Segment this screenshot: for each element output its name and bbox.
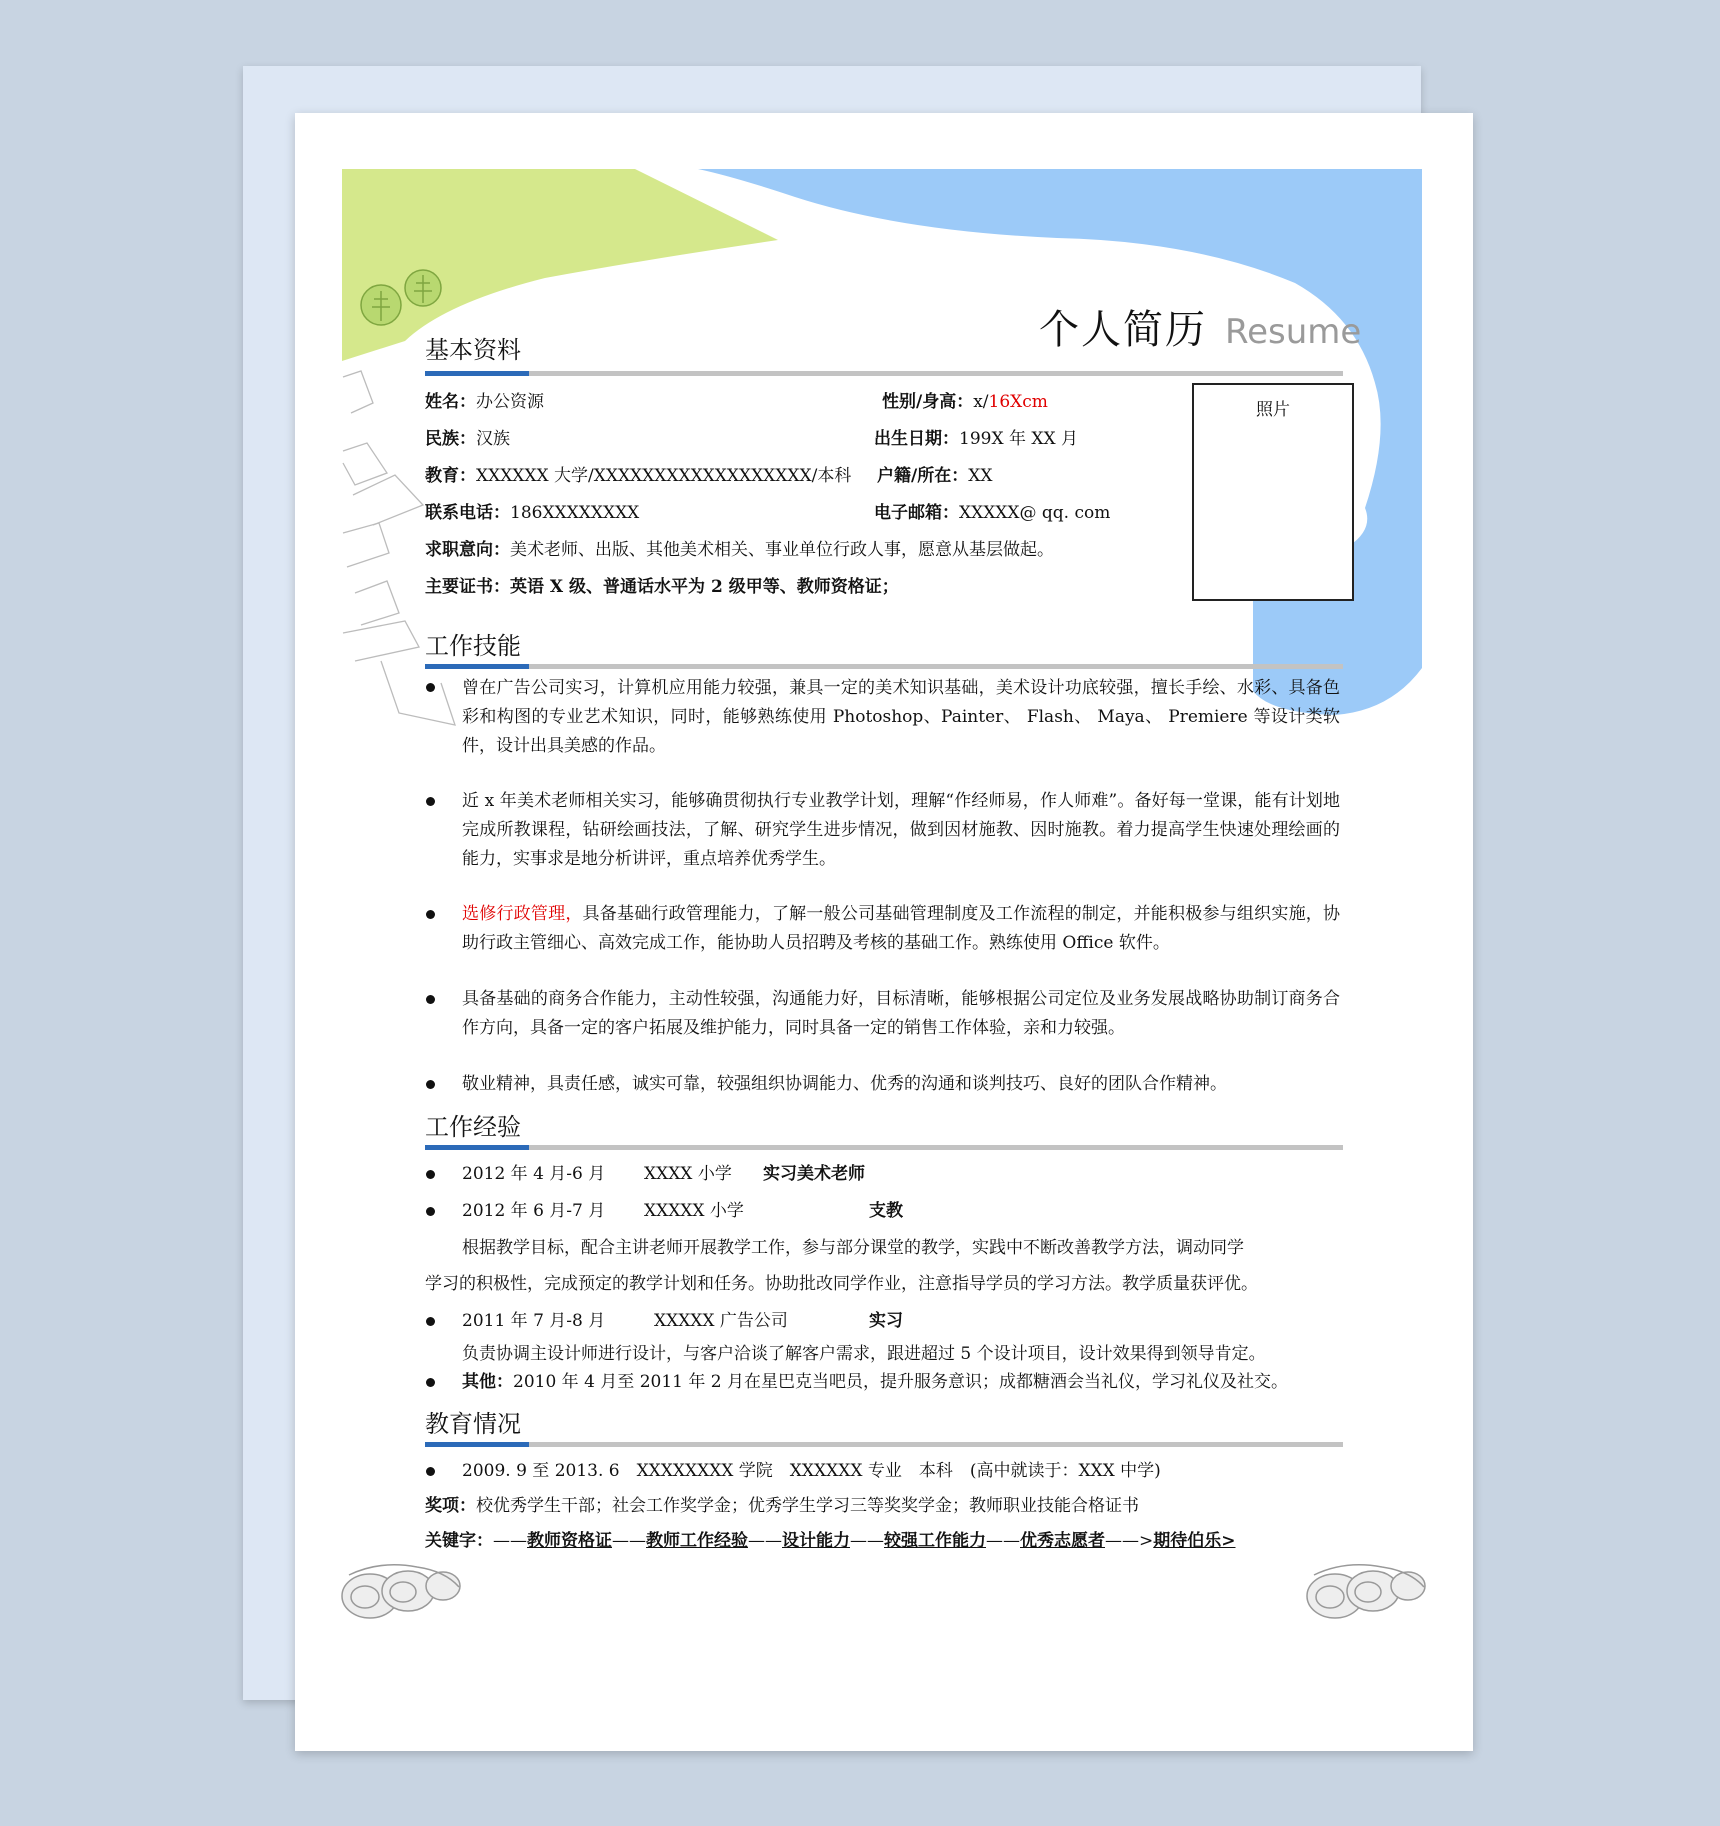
bullet-dot [426, 797, 435, 806]
awards-line: 奖项：校优秀学生干部；社会工作奖学金；优秀学生学习三等奖奖学金；教师职业技能合格证书 [425, 1496, 1139, 1516]
title-en: Resume [1225, 312, 1362, 352]
job1-role: 实习美术老师 [763, 1164, 865, 1184]
keyword: 教师工作经验 [646, 1531, 748, 1551]
job3-date: 2011 年 7 月-8 月 [462, 1311, 606, 1331]
education-field: 教育：XXXXXX 大学/XXXXXXXXXXXXXXXXXX/本科 [425, 466, 852, 486]
keyword: 期待伯乐> [1153, 1531, 1236, 1551]
bullet-dot [426, 683, 435, 692]
section-title-education: 教育情况 [425, 1410, 521, 1438]
swirl-ornament-left [342, 1565, 460, 1618]
job1-date: 2012 年 4 月-6 月 [462, 1164, 606, 1184]
job2-org: XXXXX 小学 [644, 1201, 744, 1221]
green-shape [342, 169, 778, 361]
section-title-basic: 基本资料 [425, 336, 521, 364]
job2-desc-1: 根据教学目标，配合主讲老师开展教学工作，参与部分课堂的教学，实践中不断改善教学方法，调动同学 [462, 1238, 1244, 1258]
birth-field: 出生日期：199X 年 XX 月 [874, 429, 1078, 449]
skill-highlight: 选修行政管理， [462, 904, 583, 924]
resume-page [295, 113, 1473, 1751]
name-field: 姓名：办公资源 [425, 392, 544, 412]
job2-role: 支教 [869, 1201, 903, 1221]
keyword: 设计能力 [782, 1531, 850, 1551]
keyword: 优秀志愿者 [1020, 1531, 1105, 1551]
section-rule-skills [425, 664, 1343, 669]
title-cn: 个人简历 [1039, 307, 1207, 353]
email-field: 电子邮箱：XXXXX@ qq. com [874, 503, 1111, 523]
skill-item-3: 选修行政管理，具备基础行政管理能力，了解一般公司基础管理制度及工作流程的制定，并能积极参与组织实施，协助行政主管细心、高效完成工作，能协助人员招聘及考核的基础工作。熟练使用 Office 软件。 [462, 904, 1341, 953]
hukou-field: 户籍/所在：XX [877, 466, 993, 486]
bullet-dot [426, 1170, 435, 1179]
bullet-dot [426, 1467, 435, 1476]
section-title-experience: 工作经验 [425, 1113, 521, 1141]
job3-desc: 负责协调主设计师进行设计，与客户洽谈了解客户需求，跟进超过 5 个设计项目，设计效果得到领导肯定。 [462, 1344, 1266, 1364]
other-experience: 其他：2010 年 4 月至 2011 年 2 月在星巴克当吧员，提升服务意识；成都糖酒会当礼仪，学习礼仪及社交。 [462, 1372, 1288, 1392]
keywords-line: 关键字：——教师资格证——教师工作经验——设计能力——较强工作能力——优秀志愿者——>期待伯乐> [425, 1531, 1236, 1551]
skill-item-2: 近 x 年美术老师相关实习，能够确贯彻执行专业教学计划，理解“作经师易，作人师难”。备好每一堂课，能有计划地完成所教课程，钻研绘画技法，了解、研究学生进步情况，做到因材施教、因时施教。着力提高学生快速处理绘画的能力，实事求是地分析讲评，重点培养优秀学生。 [462, 791, 1340, 869]
phone-field: 联系电话：186XXXXXXXX [425, 503, 640, 523]
keyword: 教师资格证 [527, 1531, 612, 1551]
skill-item-5: 敬业精神，具责任感，诚实可靠，较强组织协调能力、优秀的沟通和谈判技巧、良好的团队合作精神。 [462, 1074, 1227, 1094]
bullet-dot [426, 1378, 435, 1387]
job2-date: 2012 年 6 月-7 月 [462, 1201, 606, 1221]
photo-placeholder [1192, 383, 1354, 601]
bullet-dot [426, 995, 435, 1004]
section-title-skills: 工作技能 [425, 632, 521, 660]
skill-item-1: 曾在广告公司实习，计算机应用能力较强，兼具一定的美术知识基础，美术设计功底较强，擅长手绘、水彩、具备色彩和构图的专业艺术知识，同时，能够熟练使用 Photoshop、Painter、 Flash、 Maya、 Premiere 等设计类软件，设计出具美感的作品。 [462, 678, 1340, 756]
ethnic-field: 民族：汉族 [425, 429, 510, 449]
bullet-dot [426, 1080, 435, 1089]
section-rule-basic [425, 371, 1343, 376]
skill-item-4: 具备基础的商务合作能力，主动性较强，沟通能力好，目标清晰，能够根据公司定位及业务发展战略协助制订商务合作方向，具备一定的客户拓展及维护能力，同时具备一定的销售工作体验，亲和力较强。 [462, 989, 1340, 1038]
education-entry: 2009. 9 至 2013. 6 XXXXXXXX 学院 XXXXXX 专业 本科 (高中就读于：XXX 中学) [462, 1461, 1161, 1481]
section-rule-education [425, 1442, 1343, 1447]
resume-title [1039, 298, 1361, 355]
photo-label: 照片 [1256, 400, 1290, 420]
intent-field: 求职意向：美术老师、出版、其他美术相关、事业单位行政人事，愿意从基层做起。 [425, 540, 1054, 560]
job3-role: 实习 [869, 1311, 903, 1331]
bullet-dot [426, 1207, 435, 1216]
bullet-dot [426, 1317, 435, 1326]
keyword: 较强工作能力 [884, 1531, 986, 1551]
job2-desc-2: 学习的积极性，完成预定的教学计划和任务。协助批改同学作业，注意指导学员的学习方法。教学质量获评优。 [425, 1274, 1258, 1294]
gender-field: 性别/身高：x/16Xcm [882, 392, 1048, 412]
section-rule-experience [425, 1145, 1343, 1150]
cert-field: 主要证书：英语 X 级、普通话水平为 2 级甲等、教师资格证； [425, 577, 899, 597]
bullet-dot [426, 910, 435, 919]
swirl-ornament-right [1307, 1565, 1425, 1618]
job3-org: XXXXX 广告公司 [654, 1311, 788, 1331]
job1-org: XXXX 小学 [644, 1164, 732, 1184]
